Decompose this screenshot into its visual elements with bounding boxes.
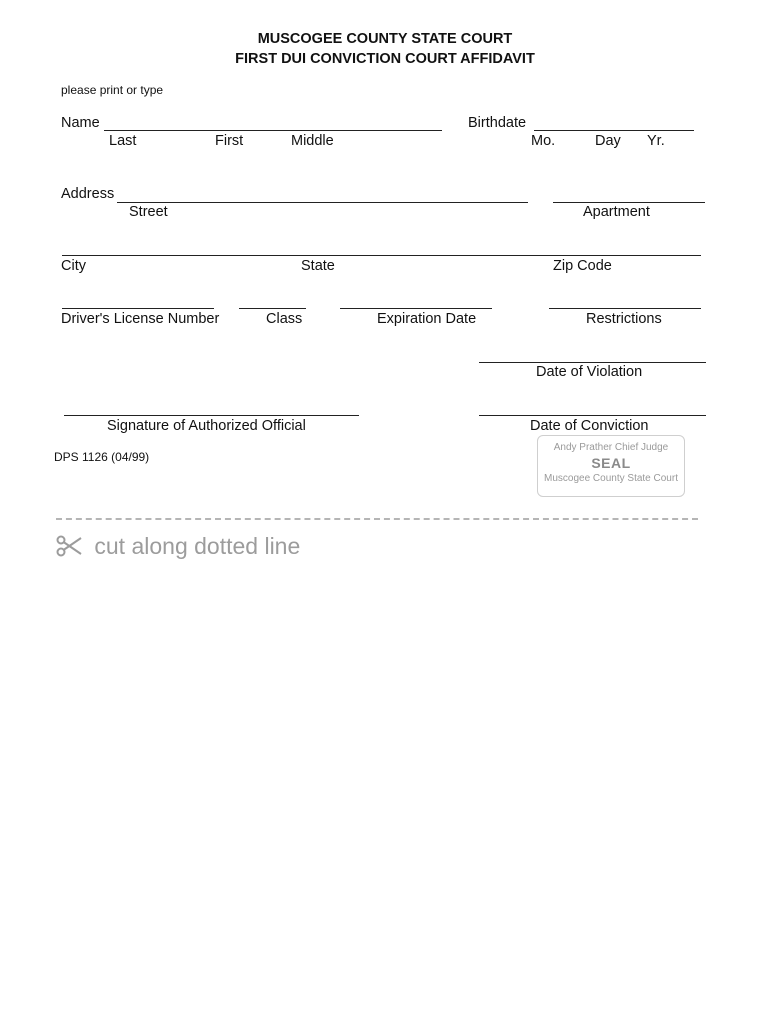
license-class-label: Class [266, 311, 303, 327]
form-subtitle: FIRST DUI CONVICTION COURT AFFIDAVIT [235, 51, 535, 67]
seal-judge-name: Andy Prather Chief Judge [553, 442, 669, 453]
address-apartment-label: Apartment [583, 204, 650, 220]
birthdate-month-label: Mo. [531, 133, 556, 149]
form-title: MUSCOGEE COUNTY STATE COURT [257, 31, 513, 47]
name-label: Name [61, 115, 100, 131]
conviction-date-line[interactable] [479, 415, 706, 416]
cut-dotted-line [56, 518, 698, 520]
violation-date-label: Date of Violation [536, 364, 643, 380]
scissors-icon [56, 533, 94, 559]
license-restrictions-label: Restrictions [586, 311, 662, 327]
cut-instruction [56, 533, 300, 560]
conviction-date-label: Date of Conviction [530, 418, 649, 434]
seal-title: SEAL [591, 455, 631, 471]
birthdate-year-label: Yr. [647, 133, 665, 149]
birthdate-label: Birthdate [468, 115, 527, 131]
license-number-label: Driver's License Number [61, 311, 220, 327]
birthdate-field-line[interactable] [534, 130, 694, 131]
state-label: State [301, 258, 335, 274]
city-label: City [61, 258, 86, 274]
name-first-label: First [215, 133, 244, 149]
name-last-label: Last [109, 133, 137, 149]
form-number: DPS 1126 (04/99) [54, 450, 150, 464]
address-label: Address [61, 186, 115, 202]
violation-date-line[interactable] [479, 362, 706, 363]
license-expiration-line[interactable] [340, 308, 492, 309]
license-number-line[interactable] [62, 308, 214, 309]
address-street-label: Street [129, 204, 168, 220]
name-middle-label: Middle [291, 133, 334, 149]
address-apartment-line[interactable] [553, 202, 705, 203]
license-expiration-label: Expiration Date [377, 311, 477, 327]
birthdate-day-label: Day [595, 133, 621, 149]
address-street-line[interactable] [117, 202, 528, 203]
court-seal [537, 435, 685, 497]
signature-label: Signature of Authorized Official [107, 418, 306, 434]
zip-code-label: Zip Code [553, 258, 612, 274]
seal-court-name: Muscogee County State Court [544, 473, 678, 484]
name-field-line[interactable] [104, 130, 442, 131]
print-instruction: please print or type [61, 83, 164, 97]
signature-line[interactable] [64, 415, 359, 416]
city-state-zip-line[interactable] [62, 255, 701, 256]
cut-instruction-text: cut along dotted line [94, 533, 301, 559]
license-restrictions-line[interactable] [549, 308, 701, 309]
license-class-line[interactable] [239, 308, 306, 309]
